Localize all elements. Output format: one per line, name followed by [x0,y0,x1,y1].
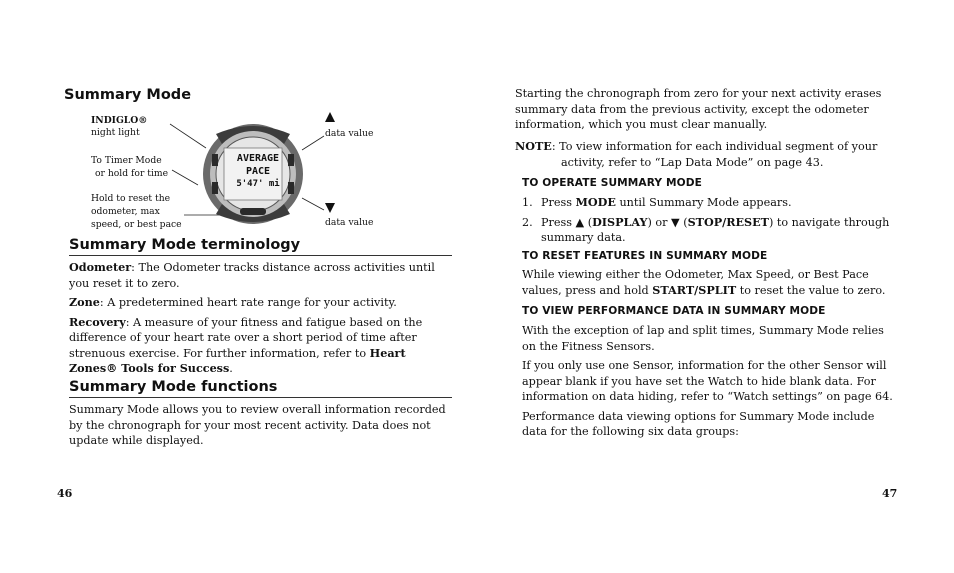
mode-key: MODE [575,195,616,209]
recovery-reference: Heart Zones® Tools for Success [69,345,406,375]
recovery-end: . [229,362,233,375]
reset-label-line2: odometer, max [91,206,160,217]
reset-post: to reset the value to zero. [736,283,886,297]
performance-paragraph-1: With the exception of lap and split times, Summary Mode relies on the Fitness Sensors. [522,324,884,353]
display-key: DISPLAY [592,214,648,229]
note-paragraph [515,139,893,170]
watch-figure [88,110,388,235]
down-arrow-icon [325,203,335,213]
reset-label-line1: Hold to reset the [91,193,171,204]
odometer-definition [69,260,453,291]
step-1 [522,195,894,211]
performance-body [522,323,894,440]
timer-label-line1: To Timer Mode [91,155,162,166]
terminology-rule [69,255,452,256]
zone-definition [69,295,453,311]
start-split-key: START/SPLIT [652,282,737,297]
performance-heading: TO VIEW PERFORMANCE DATA IN SUMMARY MODE [522,305,826,317]
zone-term: Zone [69,295,100,309]
performance-paragraph-3: Performance data viewing options for Summary Mode include data for the following six data groups: [522,409,875,438]
step-2-pre: Press ▲ ( [541,215,593,229]
screen-line1: AVERAGE [236,153,280,164]
functions-heading: Summary Mode functions [69,379,278,395]
reset-label-line3: speed, or best pace [91,219,182,230]
section-heading-summary-mode: Summary Mode [64,87,192,103]
step-2-mid: ) or ▼ ( [647,215,688,229]
indiglo-sub-label: night light [91,127,140,138]
operate-heading: TO OPERATE SUMMARY MODE [522,177,702,189]
functions-body: Summary Mode allows you to review overall information recorded by the chronograph for your most recent activity. Data does not update while displayed. [69,403,446,447]
note-label: NOTE [515,139,552,153]
up-data-value-label: data value [325,128,374,139]
down-data-value-label: data value [325,217,374,228]
stop-reset-key: STOP/RESET [687,214,769,229]
screen-line2: PACE [245,166,271,177]
terminology-heading: Summary Mode terminology [69,237,301,253]
step-1-post: until Summary Mode appears. [615,196,792,209]
step-2-number: 2. [522,215,533,229]
recovery-definition [69,315,453,377]
page-number-left: 46 [57,487,73,500]
recovery-term: Recovery [69,314,126,329]
odometer-term: Odometer [69,260,132,274]
reset-pre: While viewing either the Odometer, Max Speed, or Best Pace values, press and hold [522,268,869,297]
recovery-text: : A measure of your fitness and fatigue based on the difference of your heart rate over a short period of time after strenuous exercise. For further information, refer to [69,315,423,360]
indiglo-label: INDIGLO® [91,115,148,126]
step-2 [522,215,894,246]
reset-paragraph [522,267,894,298]
watch-screen [229,149,287,201]
intro-paragraph: Starting the chronograph from zero for your next activity erases summary data from the previous activity, except the odometer information, which you must clear manually. [515,87,882,131]
zone-text: : A predetermined heart rate range for your activity. [99,296,397,309]
up-arrow-icon [325,112,335,122]
reset-heading: TO RESET FEATURES IN SUMMARY MODE [522,250,768,262]
page-number-right: 47 [882,487,898,500]
timer-label-line2: or hold for time [95,168,169,179]
screen-line3: 5'47' mi [236,179,280,189]
odometer-text: : The Odometer tracks distance across activities until you reset it to zero. [69,261,435,290]
step-2-post: ) to navigate through summary data. [541,215,890,244]
step-1-pre: Press [541,196,576,209]
step-1-number: 1. [522,196,533,209]
note-text: : To view information for each individual segment of your activity, refer to “Lap Data Mode” on page 43. [551,140,878,169]
operate-steps [522,195,894,246]
functions-rule [69,397,452,398]
performance-paragraph-2: If you only use one Sensor, information for the other Sensor will appear blank if you have set the Watch to hide blank data. For information on data hiding, refer to “Watch settings” on page 64. [522,359,893,403]
terminology-body [69,260,453,377]
